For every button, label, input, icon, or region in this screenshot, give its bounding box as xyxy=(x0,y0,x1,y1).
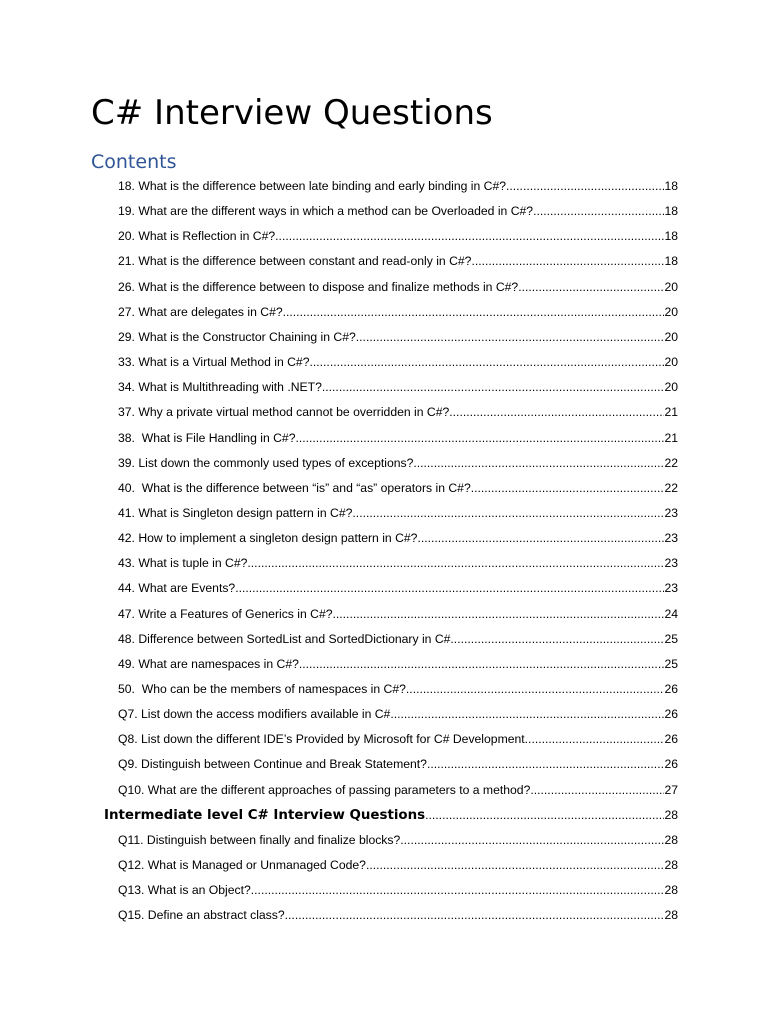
toc-dot-leader xyxy=(417,528,664,548)
toc-entry[interactable] xyxy=(118,201,678,221)
toc-entry-text: Q15. Define an abstract class? xyxy=(118,908,285,923)
toc-page-number: 23 xyxy=(664,581,678,596)
toc-page-number: 23 xyxy=(664,505,678,520)
toc-entry-text: 26. What is the difference between to dispose and finalize methods in C#? xyxy=(118,279,519,294)
document-title: C# Interview Questions xyxy=(91,93,493,133)
toc-dot-leader xyxy=(299,654,665,674)
toc-dot-leader xyxy=(518,277,664,297)
toc-page-number: 26 xyxy=(664,757,678,772)
toc-dot-leader xyxy=(449,402,664,422)
toc-page-number: 28 xyxy=(664,858,678,873)
toc-entry[interactable] xyxy=(118,905,678,925)
toc-entry-text: 37. Why a private virtual method cannot be overridden in C#? xyxy=(118,405,450,420)
toc-page-number: 20 xyxy=(664,329,678,344)
toc-page-number: 23 xyxy=(664,556,678,571)
toc-page-number: 28 xyxy=(664,807,678,822)
toc-entry-text: 18. What is the difference between late binding and early binding in C#? xyxy=(118,179,507,193)
toc-entry-text: 38. What is File Handling in C#? xyxy=(118,430,296,445)
toc-dot-leader xyxy=(413,453,664,473)
toc-dot-leader xyxy=(400,830,664,850)
toc-entry[interactable] xyxy=(118,428,678,448)
toc-dot-leader xyxy=(425,805,664,825)
toc-page-number: 22 xyxy=(664,480,678,495)
toc-entry-text: 34. What is Multithreading with .NET? xyxy=(118,380,322,395)
toc-dot-leader xyxy=(533,201,664,221)
contents-heading: Contents xyxy=(91,151,177,173)
toc-entry-text: Q9. Distinguish between Continue and Break Statement? xyxy=(118,757,427,772)
toc-page-number: 22 xyxy=(664,455,678,470)
toc-entry[interactable] xyxy=(118,754,678,774)
toc-entry[interactable] xyxy=(118,302,678,322)
toc-page-number: 20 xyxy=(664,304,678,319)
toc-entry-text: 40. What is the difference between “is” and “as” operators in C#? xyxy=(118,480,471,495)
toc-entry[interactable] xyxy=(118,654,678,674)
toc-entry-text: Q7. List down the access modifiers available in C# xyxy=(118,707,391,722)
toc-entry-text: Q13. What is an Object? xyxy=(118,883,251,898)
toc-dot-leader xyxy=(322,377,665,397)
toc-entry-text: 19. What are the different ways in which a method can be Overloaded in C#? xyxy=(118,204,534,219)
toc-entry[interactable] xyxy=(118,704,678,724)
toc-entry[interactable] xyxy=(118,503,678,523)
toc-entry-text: Q11. Distinguish between finally and finalize blocks? xyxy=(118,832,401,847)
toc-entry-text: Q12. What is Managed or Unmanaged Code? xyxy=(118,858,366,873)
toc-entry[interactable] xyxy=(118,604,678,624)
toc-dot-leader xyxy=(352,503,664,523)
toc-page-number: 25 xyxy=(664,631,678,646)
toc-entry-text: Intermediate level C# Interview Questions xyxy=(104,807,426,823)
toc-page-number: 24 xyxy=(664,606,678,621)
toc-page-number: 26 xyxy=(664,682,678,696)
toc-dot-leader xyxy=(471,478,665,498)
toc-entry[interactable] xyxy=(118,729,678,749)
toc-page-number: 26 xyxy=(664,732,678,747)
toc-page-number: 20 xyxy=(664,279,678,294)
toc-entry[interactable] xyxy=(118,679,678,699)
toc-entry[interactable] xyxy=(118,478,678,498)
toc-section-heading[interactable] xyxy=(104,805,678,825)
toc-entry-text: 33. What is a Virtual Method in C#? xyxy=(118,355,310,370)
toc-dot-leader xyxy=(450,629,664,649)
toc-page-number: 28 xyxy=(664,908,678,923)
toc-dot-leader xyxy=(390,704,664,724)
toc-page-number: 28 xyxy=(664,883,678,898)
toc-entry-text: 49. What are namespaces in C#? xyxy=(118,656,299,671)
toc-entry[interactable] xyxy=(118,780,678,800)
toc-entry[interactable] xyxy=(118,377,678,397)
toc-dot-leader xyxy=(247,553,664,573)
toc-entry-text: 21. What is the difference between constant and read-only in C#? xyxy=(118,254,472,269)
toc-page-number: 26 xyxy=(664,707,678,722)
toc-page-number: 18 xyxy=(664,179,678,193)
toc-entry[interactable] xyxy=(118,176,678,196)
toc-entry[interactable] xyxy=(118,327,678,347)
toc-entry-text: Q8. List down the different IDE’s Provided by Microsoft for C# Development xyxy=(118,732,525,747)
toc-page-number: 21 xyxy=(664,430,678,445)
toc-entry[interactable] xyxy=(118,402,678,422)
toc-entry[interactable] xyxy=(118,528,678,548)
toc-page-number: 18 xyxy=(664,229,678,244)
toc-dot-leader xyxy=(251,880,665,900)
toc-entry-text: 39. List down the commonly used types of exceptions? xyxy=(118,455,414,470)
toc-entry-text: 20. What is Reflection in C#? xyxy=(118,229,276,244)
toc-page-number: 20 xyxy=(664,380,678,395)
toc-entry[interactable] xyxy=(118,855,678,875)
toc-dot-leader xyxy=(295,428,664,448)
toc-dot-leader xyxy=(285,905,665,925)
toc-page-number: 25 xyxy=(664,656,678,671)
toc-dot-leader xyxy=(333,604,665,624)
toc-entry[interactable] xyxy=(118,578,678,598)
toc-dot-leader xyxy=(310,352,665,372)
toc-entry-text: 44. What are Events? xyxy=(118,581,236,596)
toc-dot-leader xyxy=(366,855,664,875)
toc-entry[interactable] xyxy=(118,553,678,573)
toc-page-number: 18 xyxy=(664,204,678,219)
toc-entry-text: 27. What are delegates in C#? xyxy=(118,304,283,319)
toc-page-number: 28 xyxy=(664,832,678,847)
toc-entry[interactable] xyxy=(118,880,678,900)
toc-dot-leader xyxy=(427,754,665,774)
toc-entry[interactable] xyxy=(118,277,678,297)
toc-dot-leader xyxy=(471,251,664,271)
toc-dot-leader xyxy=(283,302,665,322)
toc-entry[interactable] xyxy=(118,453,678,473)
toc-entry-text: 41. What is Singleton design pattern in C#? xyxy=(118,505,353,520)
toc-entry[interactable] xyxy=(118,629,678,649)
toc-entry-text: 47. Write a Features of Generics in C#? xyxy=(118,606,333,621)
toc-dot-leader xyxy=(406,679,665,699)
toc-page-number: 23 xyxy=(664,531,678,546)
toc-entry[interactable] xyxy=(118,226,678,246)
toc-page-number: 21 xyxy=(664,405,678,420)
toc-dot-leader xyxy=(356,327,665,347)
toc-page-number: 27 xyxy=(664,782,678,797)
toc-entry-text: 29. What is the Constructor Chaining in C#? xyxy=(118,329,356,344)
toc-dot-leader xyxy=(506,176,664,196)
toc-page-number: 20 xyxy=(664,355,678,370)
toc-entry-text: Q10. What are the different approaches of passing parameters to a method? xyxy=(118,782,531,797)
toc-entry-text: 50. Who can be the members of namespaces in C#? xyxy=(118,682,406,696)
toc-dot-leader xyxy=(530,780,664,800)
toc-entry-text: 42. How to implement a singleton design pattern in C#? xyxy=(118,531,418,546)
toc-dot-leader xyxy=(235,578,664,598)
toc-entry-text: 48. Difference between SortedList and SortedDictionary in C# xyxy=(118,631,451,646)
toc-entry[interactable] xyxy=(118,352,678,372)
toc-entry[interactable] xyxy=(118,251,678,271)
toc-dot-leader xyxy=(275,226,664,246)
toc-entry[interactable] xyxy=(118,830,678,850)
toc-dot-leader xyxy=(525,729,665,749)
toc-entry-text: 43. What is tuple in C#? xyxy=(118,556,248,571)
toc-page-number: 18 xyxy=(664,254,678,269)
